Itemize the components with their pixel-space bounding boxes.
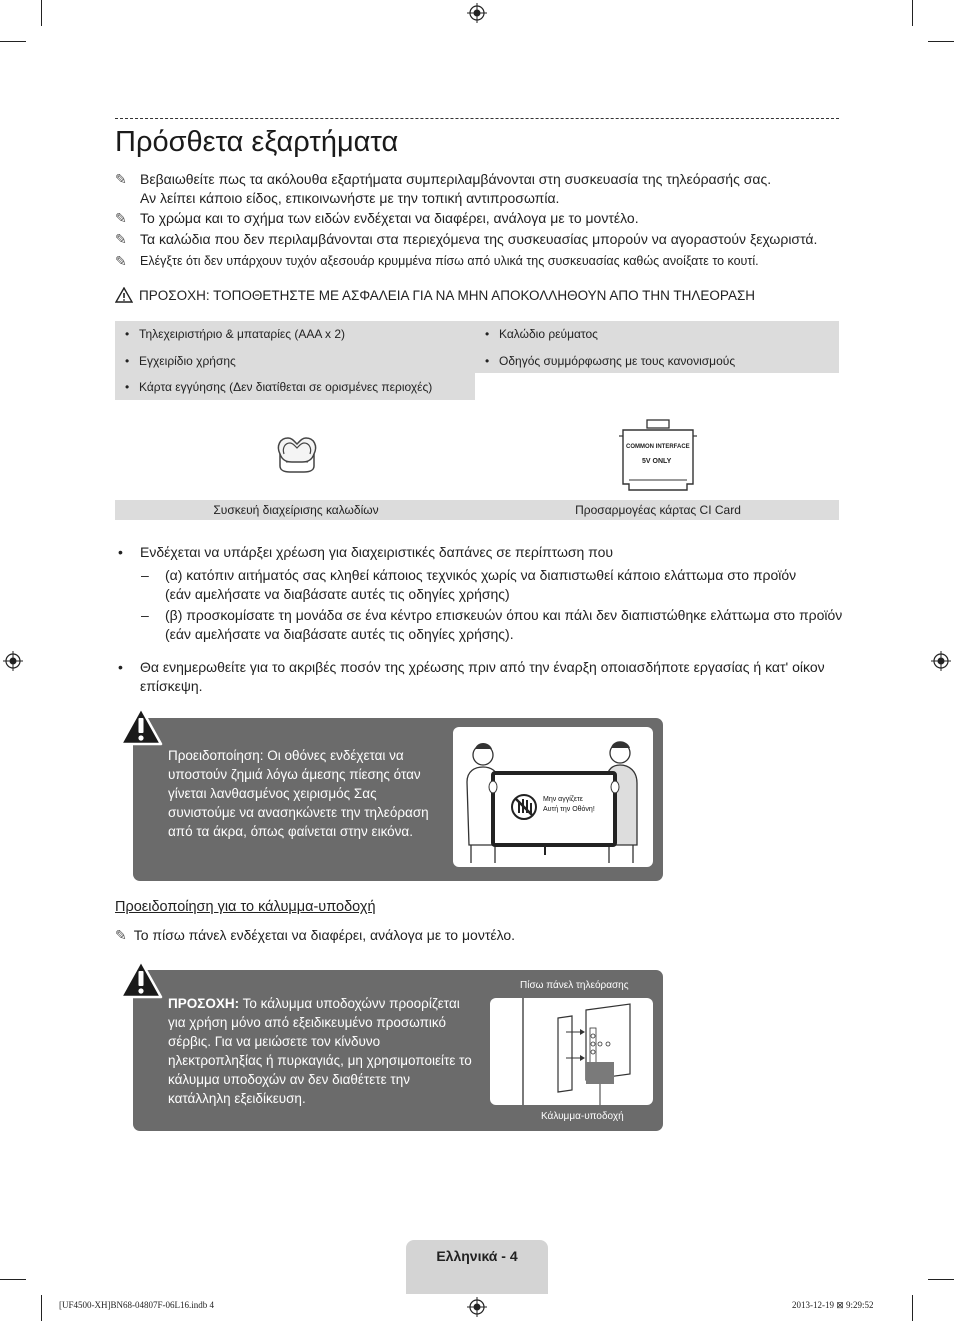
list-item: • Θα ενημερωθείτε για το ακριβές ποσόν της χρέωσης πριν από την έναρξη οποιασδήποτε εργασίας ή κατ' οίκον επίσκεψη. bbox=[115, 658, 850, 696]
caution-body: Το κάλυμμα υποδοχώνν προορίζεται για χρήση μόνο από εξειδικευμένο προσωπικό σέρβις. Για να μειώσετε τον κίνδυνο ηλεκτροπληξίας ή πυρκαγιάς, μη χρησιμοποιείτε το κάλυμμα υποδοχών αν δεν διαθέτετε την κατάλληλη εξειδίκευση. bbox=[168, 996, 472, 1106]
note-item bbox=[115, 230, 845, 249]
note-text: Βεβαιωθείτε πως τα ακόλουθα εξαρτήματα συμπεριλαμβάνονται στη συσκευασία της τηλεόρασής σας. bbox=[140, 171, 772, 187]
pencil-note-icon: ✎ bbox=[115, 171, 127, 187]
ci-card-label-5v-only: 5V ONLY bbox=[642, 458, 672, 465]
ci-card-adapter-image bbox=[617, 418, 699, 494]
registration-mark-icon bbox=[467, 3, 487, 23]
list-item: • Εγχειρίδιο χρήσης bbox=[115, 354, 475, 381]
section-heading: Προειδοποίηση για το κάλυμμα-υποδοχή bbox=[115, 899, 376, 915]
note-text: Αν λείπει κάποιο είδος, επικοινωνήστε με την τοπική αντιπροσωπία. bbox=[140, 190, 560, 206]
tv-back-panel-image bbox=[490, 998, 653, 1105]
note-text: Το πίσω πάνελ ενδέχεται να διαφέρει, ανάλογα με το μοντέλο. bbox=[133, 927, 516, 943]
intro-notes bbox=[115, 170, 845, 272]
charges-section bbox=[115, 543, 845, 698]
list-item: • Καλώδιο ρεύματος bbox=[475, 327, 839, 354]
back-panel-illustration bbox=[490, 998, 653, 1105]
caution-label: ΠΡΟΣΟΧΗ: bbox=[168, 996, 240, 1011]
terminal-cover-warning-text bbox=[168, 994, 473, 1108]
note-item bbox=[115, 927, 515, 944]
note-text: Τα καλώδια που δεν περιλαμβάνονται στα περιεχόμενα της συσκευασίας μπορούν να αγοραστούν ξεχωριστά. bbox=[140, 231, 818, 247]
list-item: • Οδηγός συμμόρφωσης με τους κανονισμούς bbox=[475, 354, 839, 381]
ci-card-label-common-interface: COMMON INTERFACE bbox=[626, 444, 690, 450]
print-file-info: [UF4500-XH]BN68-04807F-06L16.indb 4 bbox=[59, 1300, 214, 1310]
registration-mark-icon bbox=[931, 651, 951, 671]
crop-mark bbox=[928, 41, 954, 42]
crop-mark bbox=[0, 41, 26, 42]
list-item: – (β) προσκομίσατε τη μονάδα σε ένα κέντρο επισκευών όπου και πάλι δεν διαπιστώθηκε ελάττωμα στο προϊόν (εάν αμελήσατε να διαβάσατε αυτές τις οδηγίες χρήσης). bbox=[115, 606, 845, 644]
registration-mark-icon bbox=[467, 1297, 487, 1317]
list-item: • Κάρτα εγγύησης (Δεν διατίθεται σε ορισμένες περιοχές) bbox=[115, 380, 475, 407]
screen-warning-text: Προειδοποίηση: Οι οθόνες ενδέχεται να υποστούν ζημιά λόγω άμεσης πίεσης όταν γίνεται λανθασμένος χειρισμός Σας συνιστούμε να ανασηκώνετε την τηλεόραση από τα άκρα, όπως φαίνεται στην εικόνα. bbox=[168, 748, 429, 839]
crop-mark bbox=[928, 1279, 954, 1280]
cable-holder-image bbox=[272, 432, 322, 478]
cable-holder-label: Συσκευή διαχείρισης καλωδίων bbox=[213, 503, 379, 517]
section-divider bbox=[115, 118, 839, 119]
package-contents bbox=[115, 321, 839, 400]
note-item bbox=[115, 209, 845, 228]
ci-card-adapter-label: Προσαρμογέας κάρτας CI Card bbox=[575, 503, 741, 517]
warning-triangle-icon bbox=[115, 287, 133, 303]
accessory-label-bar bbox=[115, 500, 839, 520]
crop-mark bbox=[912, 1295, 913, 1321]
page-number: Ελληνικά - 4 bbox=[436, 1248, 518, 1264]
note-item bbox=[115, 170, 845, 208]
registration-mark-icon bbox=[3, 651, 23, 671]
caution-text: ΠΡΟΣΟΧΗ: ΤΟΠΟΘΕΤΗΣΤΕ ΜΕ ΑΣΦΑΛΕΙΑ ΓΙΑ ΝΑ ΜΗΝ ΑΠΟΚΟΛΛΗΘΟΥΝ ΑΠΟ ΤΗΝ ΤΗΛΕΟΡΑΣΗ bbox=[139, 287, 756, 303]
crop-mark bbox=[912, 0, 913, 26]
terminal-cover-label: Κάλυμμα-υποδοχή bbox=[541, 1111, 624, 1122]
list-item: – (α) κατόπιν αιτήματός σας κληθεί κάποιος τεχνικός χωρίς να διαπιστωθεί κάποιο ελάττωμα στο προϊόν (εάν αμελήσατε να διαβάσατε αυτές τις οδηγίες χρήσης) bbox=[115, 566, 845, 604]
note-text: Το χρώμα και το σχήμα των ειδών ενδέχεται να διαφέρει, ανάλογα με το μοντέλο. bbox=[140, 210, 639, 226]
contents-left bbox=[115, 327, 475, 407]
list-item: • Ενδέχεται να υπάρξει χρέωση για διαχειριστικές δαπάνες σε περίπτωση που bbox=[115, 543, 845, 562]
crop-mark bbox=[0, 1279, 26, 1280]
list-item: • Τηλεχειριστήριο & μπαταρίες (AAA x 2) bbox=[115, 327, 475, 354]
pencil-note-icon: ✎ bbox=[115, 927, 127, 943]
print-date-info: 2013-12-19 ⊠ 9:29:52 bbox=[792, 1300, 874, 1310]
note-item bbox=[115, 252, 845, 271]
back-panel-label: Πίσω πάνελ τηλεόρασης bbox=[520, 980, 629, 991]
crop-mark bbox=[41, 1295, 42, 1321]
page-number-badge bbox=[406, 1240, 548, 1294]
note-text: Ελέγξτε ότι δεν υπάρχουν τυχόν αξεσουάρ κρυμμένα πίσω από υλικά της συσκευασίας καθώς ανοίξατε το κουτί. bbox=[140, 254, 759, 268]
tv-lift-illustration bbox=[453, 727, 653, 867]
do-not-touch-label: Μην αγγίζετε Αυτή την Οθόνη! bbox=[543, 796, 595, 813]
page-title: Πρόσθετα εξαρτήματα bbox=[115, 126, 399, 158]
warning-triangle-icon bbox=[119, 706, 163, 746]
crop-mark bbox=[41, 0, 42, 26]
warning-triangle-icon bbox=[119, 959, 163, 999]
pencil-note-icon: ✎ bbox=[115, 210, 127, 226]
pencil-note-icon: ✎ bbox=[115, 231, 127, 247]
pencil-note-icon: ✎ bbox=[115, 253, 127, 269]
caution-line bbox=[115, 287, 755, 303]
